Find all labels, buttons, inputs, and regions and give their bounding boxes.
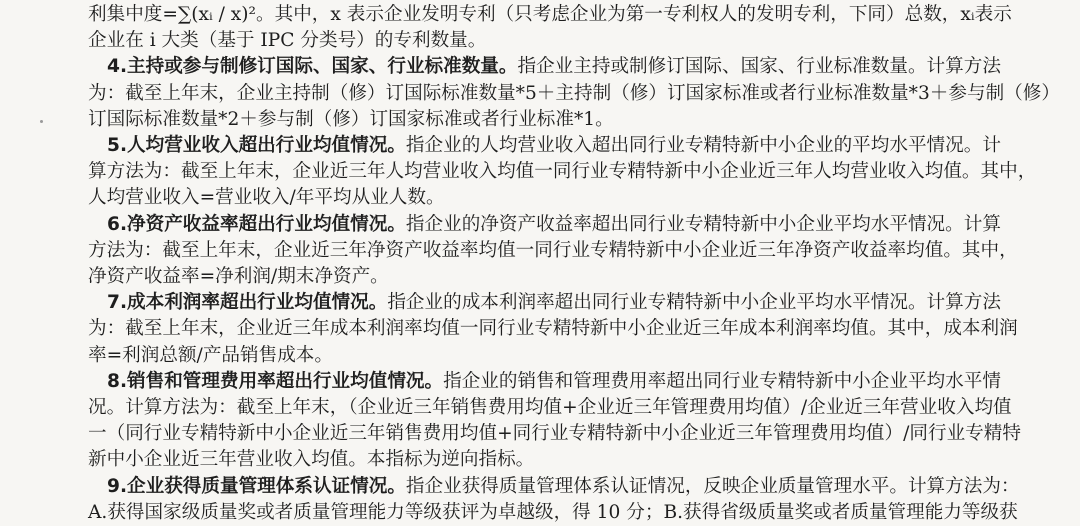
item-9-heading: 9.企业获得质量管理体系认证情况。: [107, 475, 406, 497]
item-4-line-3: 订国际标准数量*2＋参与制（修）订国家标准或者行业标准*1。: [88, 108, 614, 130]
item-8-line-2: 况。计算方法为：截至上年末，（企业近三年销售费用均值+企业近三年管理费用均值）/企业近三年营业收入均值: [88, 397, 1012, 419]
item-7-paragraph: [88, 290, 1066, 369]
item-6-line-3: 净资产收益率=净利润/期末净资产。: [88, 266, 389, 288]
intro-line-1: [88, 2, 1066, 28]
item-8-line-4: 新中小企业近三年营业收入均值。本指标为逆向指标。: [88, 449, 535, 471]
item-6-line-2: 方法为：截至上年末，企业近三年净资产收益率均值一同行业专精特新中小企业近三年净资产收益率均值。其中，: [88, 239, 1018, 261]
item-7-heading: 7.成本利润率超出行业均值情况。: [107, 292, 388, 314]
item-9-line-1: [88, 474, 1066, 500]
intro-suffix: 。其中，x 表示企业发明专利（只考虑企业为第一专利权人的发明专利，下同）总数，xᵢ表示: [256, 4, 1012, 25]
item-8-text: 指企业的销售和管理费用率超出同行业专精特新中小企业平均水平情: [443, 370, 1001, 392]
intro-paragraph: [88, 2, 1066, 54]
intro-line-2: 企业在 i 大类（基于 IPC 分类号）的专利数量。: [88, 30, 487, 52]
item-6-heading: 6.净资产收益率超出行业均值情况。: [107, 213, 406, 235]
item-7-line-1: [88, 290, 1066, 316]
item-9-paragraph: [88, 474, 1066, 526]
item-4-heading: 4.主持或参与制修订国际、国家、行业标准数量。: [107, 56, 518, 78]
item-7-line-2: 为：截至上年末，企业近三年成本利润率均值一同行业专精特新中小企业近三年成本利润率均值。其中，成本利润: [88, 318, 1018, 340]
item-5-text: 指企业的人均营业收入超出同行业专精特新中小企业的平均水平情况。计: [405, 135, 1001, 157]
item-5-line-3: 人均营业收入=营业收入/年平均从业人数。: [88, 187, 445, 209]
item-4-line-1: [88, 54, 1066, 80]
item-4-line-2: 为：截至上年末，企业主持制（修）订国际标准数量*5＋主持制（修）订国家标准或者行业标准数量*3＋参与制（修）: [88, 82, 1060, 104]
item-8-line-1: [88, 369, 1066, 395]
item-5-line-2: 算方法为：截至上年末，企业近三年人均营业收入均值一同行业专精特新中小企业近三年人均营业收入均值。其中，: [88, 161, 1037, 183]
item-4-text: 指企业主持或制修订国际、国家、行业标准数量。计算方法: [517, 56, 1001, 78]
item-5-paragraph: [88, 133, 1066, 212]
item-4-paragraph: [88, 54, 1066, 133]
scan-speck: [40, 120, 43, 123]
item-5-heading: 5.人均营业收入超出行业均值情况。: [107, 135, 406, 157]
item-6-paragraph: [88, 212, 1066, 291]
intro-prefix: 利集中度=: [88, 4, 178, 25]
item-8-paragraph: [88, 369, 1066, 474]
item-7-text: 指企业的成本利润率超出同行业专精特新中小企业平均水平情况。计算方法: [387, 292, 1001, 314]
item-6-line-1: [88, 212, 1066, 238]
concentration-formula: ∑(xᵢ / x)²: [177, 4, 257, 25]
item-9-text: 指企业获得质量管理体系认证情况，反映企业质量管理水平。计算方法为：: [405, 475, 1020, 497]
item-8-heading: 8.销售和管理费用率超出行业均值情况。: [107, 370, 444, 392]
item-7-line-3: 率=利润总额/产品销售成本。: [88, 344, 333, 366]
item-5-line-1: [88, 133, 1066, 159]
item-9-line-2: A.获得国家级质量奖或者质量管理能力等级获评为卓越级，得 10 分；B.获得省级质量奖或者质量管理能力等级获: [88, 501, 1018, 523]
item-6-text: 指企业的净资产收益率超出同行业专精特新中小企业平均水平情况。计算: [405, 213, 1001, 235]
item-8-line-3: 一（同行业专精特新中小企业近三年销售费用均值+同行业专精特新中小企业近三年管理费用均值）/同行业专精特: [88, 423, 1021, 445]
